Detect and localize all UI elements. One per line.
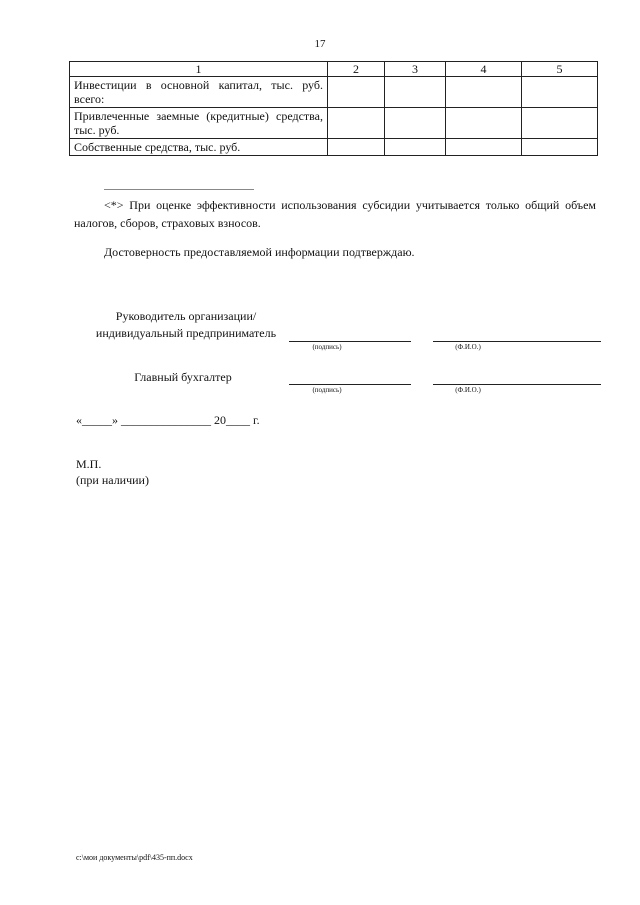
accountant-signature-line — [289, 384, 411, 385]
column-header: 4 — [446, 62, 522, 77]
table-cell — [385, 77, 446, 108]
footnote-separator — [104, 189, 254, 190]
table-cell — [446, 77, 522, 108]
head-name-hint: (Ф.И.О.) — [455, 343, 481, 351]
table-cell — [328, 108, 385, 139]
table-cell — [522, 77, 598, 108]
table-cell — [328, 77, 385, 108]
column-header: 5 — [522, 62, 598, 77]
footnote: <*> При оценке эффективности использования субсидии учитывается только общий объем налогов, сборов, страховых взносов. — [74, 198, 596, 230]
table-cell — [385, 139, 446, 156]
page-number: 17 — [314, 38, 326, 50]
row-label: Инвестиции в основной капитал, тыс. руб. всего: — [70, 77, 328, 108]
investment-table — [69, 61, 598, 156]
accountant-signature-hint: (подпись) — [312, 386, 342, 394]
table-cell — [328, 139, 385, 156]
file-path: c:\мои документы\pdf\435-пп.docx — [76, 853, 193, 862]
table-cell — [522, 108, 598, 139]
table-row — [70, 77, 598, 108]
table-row — [70, 139, 598, 156]
row-label: Собственные средства, тыс. руб. — [70, 139, 328, 156]
column-header: 1 — [70, 62, 328, 77]
accountant-label: Главный бухгалтер — [134, 370, 232, 384]
table-cell — [522, 139, 598, 156]
head-signature-hint: (подпись) — [312, 343, 342, 351]
table-cell — [385, 108, 446, 139]
accountant-name-hint: (Ф.И.О.) — [455, 386, 481, 394]
date-line: «_____» _______________ 20____ г. — [76, 413, 260, 427]
column-header: 2 — [328, 62, 385, 77]
head-name-line — [433, 341, 601, 342]
row-label: Привлеченные заемные (кредитные) средства, тыс. руб. — [70, 108, 328, 139]
head-label-line2: индивидуальный предприниматель — [95, 326, 277, 340]
head-signature-label — [78, 308, 294, 342]
accountant-name-line — [433, 384, 601, 385]
table-row — [70, 108, 598, 139]
confirmation-text: Достоверность предоставляемой информации подтверждаю. — [104, 245, 415, 259]
head-label-line1: Руководитель организации/ — [115, 309, 257, 323]
table-cell — [446, 139, 522, 156]
stamp-note: (при наличии) — [76, 473, 149, 487]
stamp-label: М.П. — [76, 457, 102, 471]
head-signature-line — [289, 341, 411, 342]
table-cell — [446, 108, 522, 139]
column-header: 3 — [385, 62, 446, 77]
table-header-row — [70, 62, 598, 77]
